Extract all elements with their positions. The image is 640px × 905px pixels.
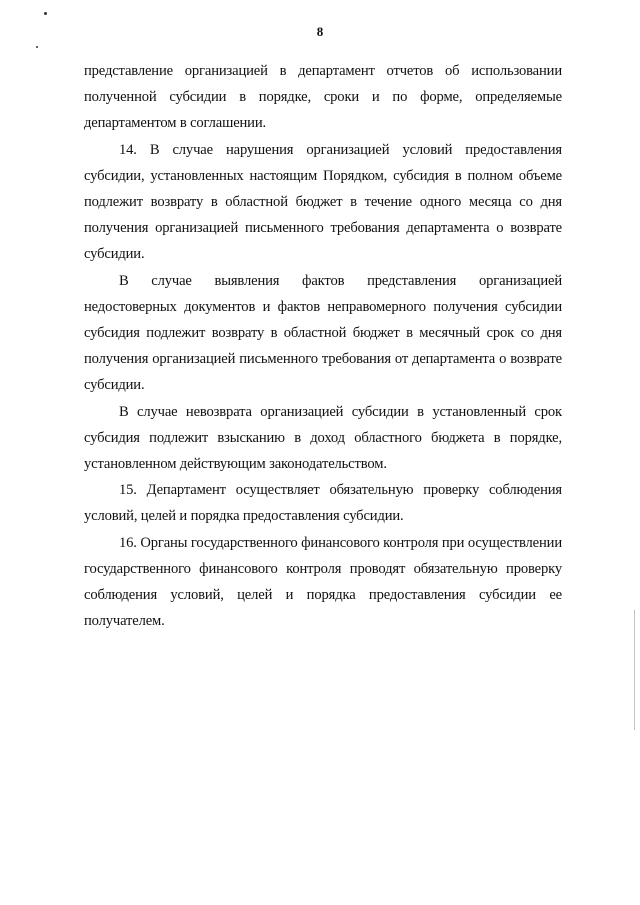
paragraph-clause-16: 16. Органы государственного финансового контроля при осуществлении государственного финансового контроля проводят обязательную проверку соблюдения условий, целей и порядка предоставления субсидии ее получателем. <box>84 534 562 630</box>
paragraph-false-documents: В случае выявления фактов представления организацией недостоверных документов и фактов неправомерного получения субсидии субсидия подлежит возврату в областной бюджет в месячный срок со дня получения организацией письменного требования от департамента о возврате субсидии. <box>84 272 562 394</box>
paragraph-clause-15: 15. Департамент осуществляет обязательную проверку соблюдения условий, целей и порядка предоставления субсидии. <box>84 482 562 525</box>
scan-edge-mark <box>634 610 635 730</box>
paragraph-continuation: представление организацией в департамент отчетов об использовании полученной субсидии в порядке, сроки и по форме, определяемые департаментом в соглашении. <box>84 63 562 132</box>
paragraph-clause-14: 14. В случае нарушения организацией условий предоставления субсидии, установленных настоящим Порядком, субсидия в полном объеме подлежит возврату в областной бюджет в течение одного месяца со дня получения организацией письменного требования департамента о возврате субсидии. <box>84 141 562 263</box>
document-body <box>84 58 562 634</box>
paragraph-non-return: В случае невозврата организацией субсидии в установленный срок субсидия подлежит взысканию в доход областного бюджета в порядке, установленном действующим законодательством. <box>84 403 562 473</box>
scan-speck <box>44 12 47 15</box>
scan-speck <box>36 46 38 48</box>
page-number: 8 <box>316 24 324 39</box>
